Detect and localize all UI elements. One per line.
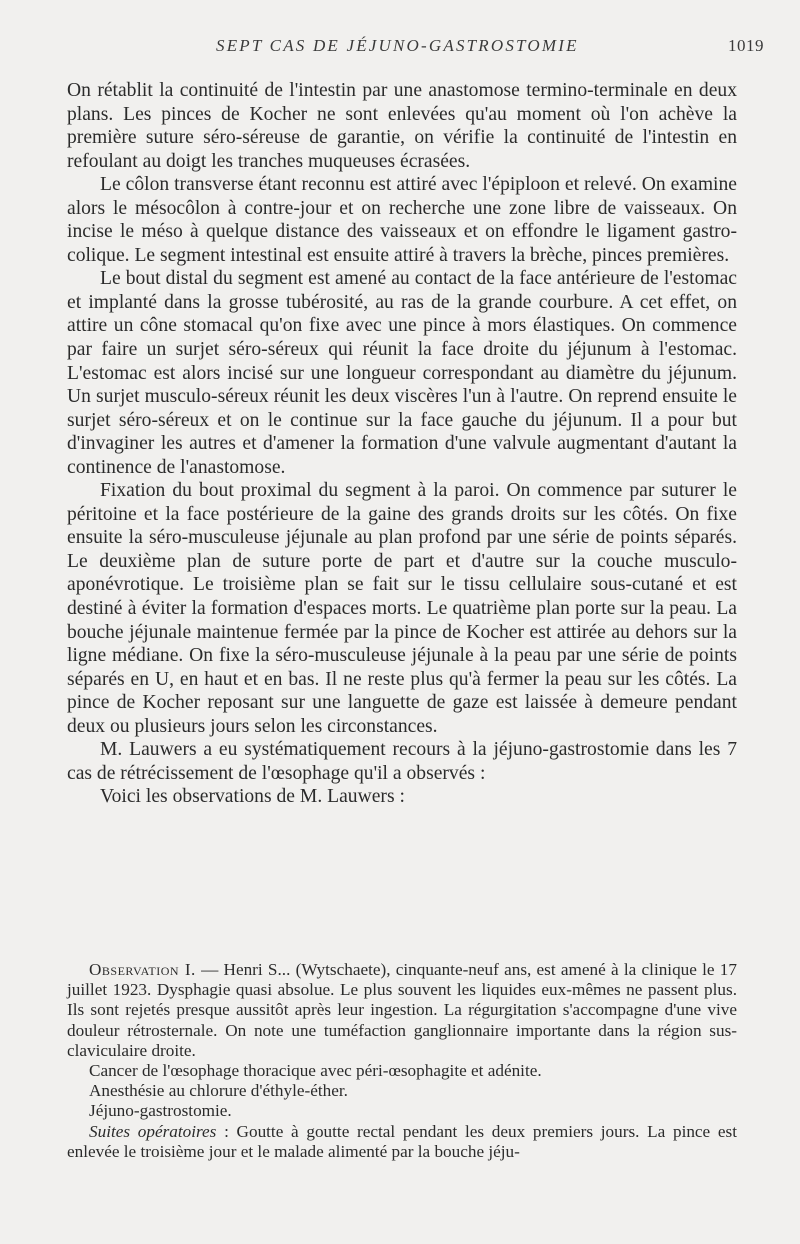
paragraph: Fixation du bout proximal du segment à la paroi. On commence par suturer le péritoine et la face postérieure de la gaine des grands droits sur les côtés. On fixe ensuite la séro-musculeuse jéjunale au plan profond par une série de points séparés. Le deuxième plan de suture porte de part et d'autre sur la couche musculo-aponévrotique. Le troisième plan se fait sur le tissu cellulaire sous-cutané et est destiné à éviter la formation d'espaces morts. Le quatrième plan porte sur la peau. La bouche jéjunale maintenue fermée par la pince de Kocher est attirée au dehors sur la ligne médiane. On fixe la séro-musculeuse jéjunale à la peau par une série de points séparés en U, en haut et en bas. Il ne reste plus qu'à fermer la peau sur les côtés. La pince de Kocher reposant sur une languette de gaze est laissée à demeure pendant deux ou plusieurs jours selon les circonstances. [67,480,737,737]
observation-block [67,960,737,1162]
paragraph: Le côlon transverse étant reconnu est attiré avec l'épiploon et relevé. On examine alors le mésocôlon à contre-jour et on recherche une zone libre de vaisseaux. On incise le méso à quelque distance des vaisseaux et on effondre le ligament gastro-colique. Le segment intestinal est ensuite attiré à travers la brèche, pinces premières. [67,174,737,266]
observation-line: Cancer de l'œsophage thoracique avec péri-œsophagite et adénite. [89,1061,542,1081]
paragraph: On rétablit la continuité de l'intestin par une anastomose termino-terminale en deux plans. Les pinces de Kocher ne sont enlevées qu'au moment où l'on achève la première suture séro-séreuse de garantie, on vérifie la continuité de l'intestin en refoulant au doigt les tranches muqueuses écrasées. [67,80,737,172]
main-text [67,79,737,809]
paragraph: Voici les observations de M. Lauwers : [100,786,405,808]
paragraph: Le bout distal du segment est amené au contact de la face antérieure de l'estomac et implanté dans la grosse tubérosité, au ras de la grande courbure. A cet effet, on attire un cône stomacal qu'on fixe avec une pince à mors élastiques. On commence par faire un surjet séro-séreux qui réunit la face droite du jéjunum à l'estomac. L'estomac est alors incisé sur une longueur correspondant au diamètre du jéjunum. Un surjet musculo-séreux réunit les deux viscères l'un à l'autre. On reprend ensuite le surjet séro-séreux et on le continue sur la face gauche du jéjunum. Il a pour but d'invaginer les autres et d'amener la formation d'une valvule augmentant d'autant la continence de l'anastomose. [67,268,737,478]
observation-intro-text: — Henri S... (Wytschaete), cinquante-neuf ans, est amené à la clinique le 17 juillet 1923. Dysphagie quasi absolue. Le plus souvent les liquides eux-mêmes ne passent plus. Ils sont rejetés presque aussitôt après leur ingestion. La régurgitation s'accompagne d'une vive douleur rétrosternale. On note une tuméfaction ganglionnaire importante dans la région sus-claviculaire droite. [67,960,737,1060]
suites-label: Suites opératoires [89,1121,217,1141]
observation-label: Observation I. [89,960,196,979]
observation-intro [67,960,737,1061]
paragraph: M. Lauwers a eu systématiquement recours à la jéjuno-gastrostomie dans les 7 cas de rétrécissement de l'œsophage qu'il a observés : [67,739,737,784]
observation-line: Anesthésie au chlorure d'éthyle-éther. [89,1081,348,1101]
running-header [0,36,800,60]
page-number: 1019 [728,36,764,55]
observation-suites [67,1122,737,1162]
running-title: SEPT CAS DE JÉJUNO-GASTROSTOMIE [216,36,579,55]
suites-text: : Goutte à goutte rectal pendant les deux premiers jours. La pince est enlevée le troisième jour et le malade alimenté par la bouche jéju- [67,1121,737,1161]
observation-line: Jéjuno-gastrostomie. [89,1101,232,1121]
